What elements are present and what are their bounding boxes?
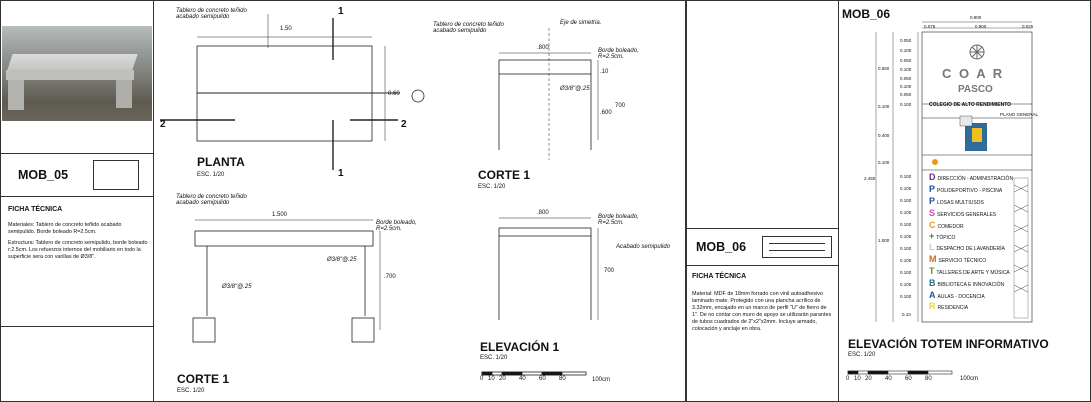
directory-item [929, 184, 1002, 194]
directory-item [929, 220, 964, 230]
corte1-note-edge: Borde boleado, R=2.5cm. [598, 48, 639, 60]
elev1-dim-width: .800 [537, 210, 549, 216]
totem-brand: C O A R [942, 66, 1005, 81]
totem-dim-outer-1: 0.100 [878, 104, 890, 109]
inner-dim: 0.100 [900, 294, 912, 299]
corte1b-rebar2: Ø3/8"@.25 [222, 284, 252, 290]
inner-dim: 0.100 [900, 282, 912, 287]
directory-label: COMEDOR [937, 224, 964, 230]
corte1-dim-600: .600 [600, 110, 612, 116]
inner-dim: 0.100 [900, 84, 912, 89]
section-mark-2-right: 2 [401, 119, 407, 130]
totem-scale-40: 40 [885, 376, 892, 382]
inner-dim: 0.100 [900, 234, 912, 239]
elev1-scale-10: 10 [488, 376, 495, 382]
corte1b-scale: ESC. 1/20 [177, 388, 205, 394]
inner-dim: 0.100 [900, 222, 912, 227]
directory-label: LOSAS MULTIUSOS [937, 200, 984, 206]
directory-label: DIRECCIÓN - ADMINISTRACIÓN [937, 176, 1014, 182]
corte1-scale: ESC. 1/20 [478, 184, 506, 190]
totem-scale-100: 100cm [960, 376, 979, 382]
directory-letter: M [929, 254, 937, 264]
corte1b-dim-width: 1.500 [272, 212, 288, 218]
mob06-code: MOB_06 [696, 240, 747, 254]
sheet2-code-top [686, 228, 838, 229]
inner-dim: 0.100 [900, 186, 912, 191]
totem-dim-top-1: 0.075 [924, 24, 936, 29]
elev1-note-finish: Acabado semipulido [616, 244, 671, 250]
elev1-title: ELEVACIÓN 1 [480, 340, 560, 354]
inner-dim: 0.100 [900, 270, 912, 275]
elev1-scale-0: 0 [480, 376, 484, 382]
directory-letter: P [929, 196, 936, 206]
elev1-dim-700: 700 [604, 268, 615, 274]
directory-item [929, 196, 984, 206]
inner-dim: 0.050 [900, 76, 912, 81]
corte1b-title: CORTE 1 [177, 372, 230, 386]
totem-banner: COLEGIO DE ALTO RENDIMIENTO [929, 102, 1012, 108]
totem-banner-sub: PLANO GENERAL [1000, 112, 1039, 117]
directory-letter: + [929, 231, 935, 241]
totem-brand-sub: PASCO [958, 84, 993, 95]
totem-scale-10: 10 [854, 376, 861, 382]
inner-dim: 0.050 [900, 38, 912, 43]
inner-dim: 0.100 [900, 210, 912, 215]
planta-dim-width: 1.50 [280, 26, 292, 32]
inner-dim: 0.100 [900, 102, 912, 107]
elev1-scale-60: 60 [539, 376, 546, 382]
directory-label: RESIDENCIA [937, 305, 969, 311]
sidebar-divider [153, 0, 154, 402]
elev1-scale-20: 20 [499, 376, 506, 382]
directory-label: SERVICIO TÉCNICO [938, 258, 987, 264]
directory-letter: A [929, 290, 936, 300]
corte1-dim-700: 700 [615, 103, 626, 109]
directory-label: TÓPICO [936, 235, 956, 241]
directory-letter: S [929, 208, 936, 218]
corte1b-note-edge: Borde boleado, R=2.5cm. [376, 220, 417, 232]
directory-item [929, 231, 955, 241]
directory-letter: D [929, 172, 936, 182]
totem-elev-title: ELEVACIÓN TOTEM INFORMATIVO [848, 337, 1049, 351]
planta-title: PLANTA [197, 155, 245, 169]
mob06-header: MOB_06 [842, 7, 891, 21]
directory-label: SERVICIOS GENERALES [937, 212, 997, 218]
corte1-rebar: Ø3/8"@.25 [560, 86, 590, 92]
corte1b-rebar1: Ø3/8"@.25 [327, 257, 357, 263]
totem-dim-outer-5: 2.450 [864, 176, 876, 181]
directory-letter: R [929, 301, 936, 311]
elev1-scale-100: 100cm [592, 377, 611, 383]
inner-dim: 0.10 [902, 312, 911, 317]
directory-item [929, 242, 1005, 252]
inner-dim: 0.050 [900, 58, 912, 63]
totem-dim-outer-0: 0.550 [878, 66, 890, 71]
elev1-note-edge: Borde boleado, R=2.5cm. [598, 214, 639, 226]
directory-item [929, 278, 1004, 288]
directory-item [929, 254, 986, 264]
directory-label: BIBLIOTECA E INNOVACIÓN [937, 282, 1005, 288]
totem-scale: ESC. 1/20 [848, 352, 876, 358]
directory-item [929, 208, 996, 218]
mob06-symbol-box [762, 236, 832, 258]
inner-dim: 0.100 [900, 48, 912, 53]
directory-item [929, 290, 985, 300]
planta-note: Tablero de concreto teñido acabado semipulido [176, 8, 247, 20]
photo-panel-border [0, 153, 153, 154]
section-mark-1-bottom: 1 [338, 168, 344, 179]
code-box-divider [0, 196, 153, 197]
directory-letter: L [929, 242, 935, 252]
mob06-ficha-title: FICHA TÉCNICA [692, 273, 747, 280]
directory-letter: B [929, 278, 936, 288]
directory-label: DESPACHO DE LAVANDERÍA [936, 246, 1005, 252]
totem-dim-top-3: 0.025 [1022, 24, 1034, 29]
corte1b-dim-700: .700 [384, 274, 396, 280]
inner-dim: 0.100 [900, 246, 912, 251]
inner-dim: 0.050 [900, 92, 912, 97]
directory-label: POLIDEPORTIVO - PISCINA [937, 188, 1003, 194]
corte1b-note-top: Tablero de concreto teñido acabado semipulido [176, 194, 247, 206]
inner-dim: 0.100 [900, 67, 912, 72]
elev1-scale: ESC. 1/20 [480, 355, 508, 361]
directory-letter: C [929, 220, 936, 230]
directory-item [929, 266, 1010, 276]
totem-dim-outer-3: 0.100 [878, 160, 890, 165]
section-mark-1-top: 1 [338, 6, 344, 17]
mob05-code: MOB_05 [18, 168, 69, 182]
corte1-dim-width: .800 [537, 45, 549, 51]
elev1-scale-40: 40 [519, 376, 526, 382]
planta-dim-height: 0.60 [388, 91, 400, 97]
corte1-dim-10: .10 [600, 69, 609, 75]
inner-dim: 0.100 [900, 198, 912, 203]
bench-photo [2, 26, 152, 121]
inner-dim: 0.100 [900, 258, 912, 263]
totem-scale-60: 60 [905, 376, 912, 382]
totem-dim-top-2: 0.900 [975, 24, 987, 29]
section-mark-2-left: 2 [160, 119, 166, 130]
ficha-bottom-line [0, 326, 153, 327]
planta-scale: ESC. 1/20 [197, 172, 225, 178]
mob06-materiales: Material: MDF de 18mm forrado con vinil autoadhesivo laminado mate. Protegido con una plancha acrílico de 3.32mm, encajado en un marco de perfil "U" de fierro de 1". De no contar con muro de apoyo se utilizarán parantes de tubos cuadrados de 2"x2"x2mm. Incluye armado, colocación y anclaje en obra. [692, 291, 832, 332]
directory-item [929, 172, 1013, 182]
totem-scale-0: 0 [846, 376, 850, 382]
inner-dim: 0.100 [900, 174, 912, 179]
directory-item [929, 301, 968, 311]
ficha-title: FICHA TÉCNICA [8, 206, 63, 213]
ficha-materiales: Materiales: Tablero de concreto teñido acabado semipulido. Borde boleado R=2.5cm. [8, 222, 122, 235]
corte1-title: CORTE 1 [478, 168, 531, 182]
sheet2-divider [838, 0, 839, 402]
totem-scale-80: 80 [925, 376, 932, 382]
directory-letter: T [929, 266, 935, 276]
totem-dim-outer-4: 1.000 [878, 238, 890, 243]
ficha-estructura: Estructura: Tablero de concreto semipulido, borde boleado r:2.5cm. Los refuerzos internos del mobiliario en todo la superficie sera con varillas de Ø3/8". [8, 240, 148, 260]
corte1-note-top: Tablero de concreto teñido acabado semipulido [433, 22, 504, 34]
totem-scale-20: 20 [865, 376, 872, 382]
mob05-symbol-box [93, 160, 139, 190]
directory-label: TALLERES DE ARTE Y MÚSICA [936, 270, 1010, 276]
elev1-scale-80: 80 [559, 376, 566, 382]
totem-dim-outer-2: 0.400 [878, 133, 890, 138]
directory-letter: P [929, 184, 936, 194]
totem-dim-top-0: 0.900 [970, 15, 982, 20]
corte1-note-axis: Eje de simetria. [560, 20, 602, 26]
sheet2-code-bottom [686, 265, 838, 266]
directory-label: AULAS - DOCENCIA [937, 294, 985, 300]
